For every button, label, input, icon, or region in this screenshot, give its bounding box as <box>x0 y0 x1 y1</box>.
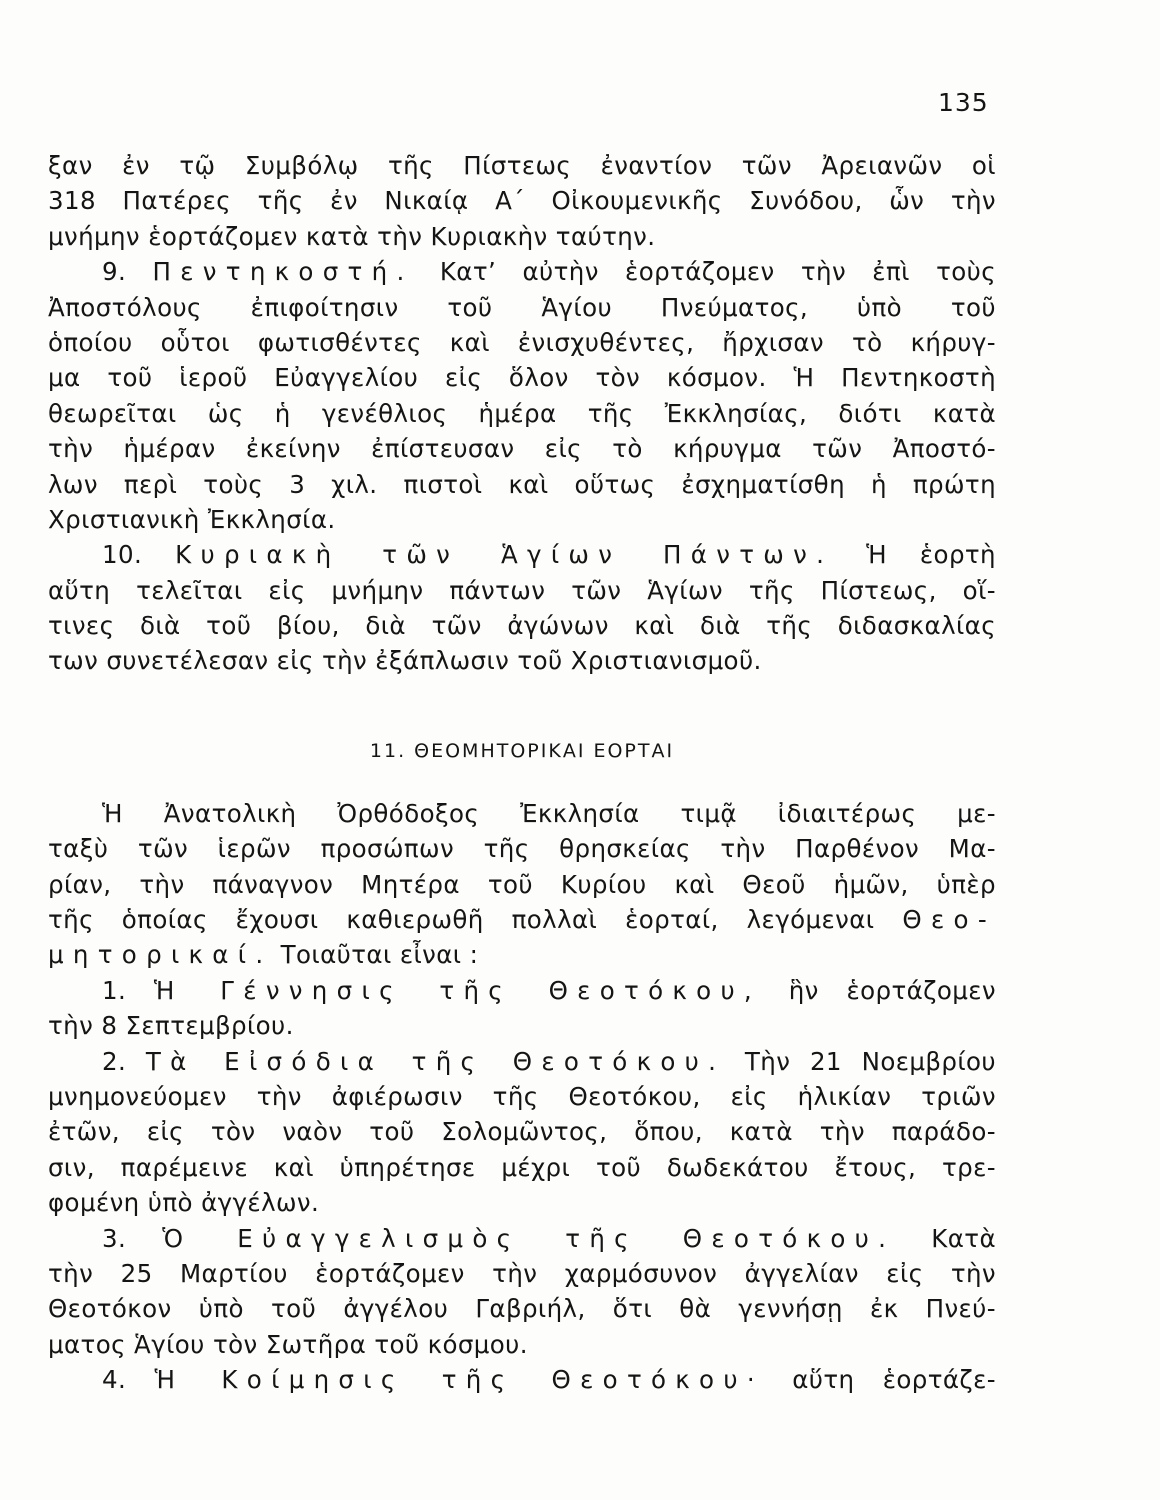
item-title: Τὰ Εἰσόδια τῆς Θεοτόκου. <box>145 1046 726 1076</box>
text-line: ρίαν, τὴν πάναγνον Μητέρα τοῦ Κυρίου καὶ Θεοῦ ἡμῶν, ὑπὲρ <box>48 869 996 899</box>
text-line: τὴν ἡμέραν ἐκείνην ἐπίστευσαν εἰς τὸ κήρυγμα τῶν Ἀποστό- <box>48 434 996 464</box>
text-line: Θεοτόκον ὑπὸ τοῦ ἀγγέλου Γαβριήλ, ὅτι θὰ γεννήσῃ ἐκ Πνεύ- <box>48 1294 996 1324</box>
text-line: τινες διὰ τοῦ βίου, διὰ τῶν ἀγώνων καὶ διὰ τῆς διδασκαλίας <box>48 611 996 641</box>
spaced-term: Θεο- <box>902 905 996 935</box>
text-line: 318 Πατέρες τῆς ἐν Νικαίᾳ Α΄ Οἰκουμενικῆς Συνόδου, ὧν τὴν <box>48 186 996 216</box>
text-fragment: Τοιαῦται εἶναι : <box>280 940 479 970</box>
page-number: 135 <box>938 88 989 117</box>
item-text: Κατὰ <box>931 1223 996 1253</box>
feast-1-first-line <box>48 973 996 1008</box>
text-line: λων περὶ τοὺς 3 χιλ. πιστοὶ καὶ οὕτως ἐσχηματίσθη ἡ πρώτη <box>48 469 996 499</box>
text-line <box>48 937 996 972</box>
item-number: 10. <box>102 540 143 570</box>
item-text: Ἡ ἑορτὴ <box>866 540 996 570</box>
text-line: ξαν ἐν τῷ Συμβόλῳ τῆς Πίστεως ἐναντίον τῶν Ἀρειανῶν οἱ <box>48 151 996 180</box>
item-text: ἣν ἑορτάζομεν <box>788 975 996 1005</box>
item-number: 1. <box>102 975 127 1005</box>
paragraph-9-first-line <box>48 254 996 289</box>
item-text: Κατ’ αὐτὴν ἑορτάζομεν τὴν ἐπὶ τοὺς <box>439 257 996 287</box>
text-line: ἐτῶν, εἰς τὸν ναὸν τοῦ Σολομῶντος, ὅπου, κατὰ τὴν παράδο- <box>48 1117 996 1147</box>
item-title: Ὁ Εὐαγγελισμὸς τῆς Θεοτόκου. <box>162 1223 896 1253</box>
item-title: Πεντηκοστή. <box>152 257 414 287</box>
text-line: τὴν 8 Σεπτεμβρίου. <box>48 1011 294 1041</box>
item-title: Ἡ Γέννησις τῆς Θεοτόκου, <box>153 975 762 1005</box>
item-title: Ἡ Κοίμησις τῆς Θεοτόκου· <box>154 1365 764 1395</box>
feast-4-first-line <box>48 1362 996 1397</box>
text-line: μνημονεύομεν τὴν ἀφιέρωσιν τῆς Θεοτόκου, εἰς ἡλικίαν τριῶν <box>48 1081 996 1111</box>
text-line: Χριστιανικὴ Ἐκκλησία. <box>48 504 336 534</box>
text-line: μνήμην ἑορτάζομεν κατὰ τὴν Κυριακὴν ταύτην. <box>48 221 656 251</box>
text-line: ταξὺ τῶν ἱερῶν προσώπων τῆς θρησκείας τὴν Παρθένον Μα- <box>48 834 996 864</box>
paragraph-10-first-line <box>48 537 996 572</box>
text-line: των συνετέλεσαν εἰς τὴν ἐξάπλωσιν τοῦ Χριστιανισμοῦ. <box>48 646 762 676</box>
spaced-term: μητορικαί. <box>48 940 273 970</box>
item-title: Κυριακὴ τῶν Ἁγίων Πάντων. <box>175 540 834 570</box>
item-text: αὕτη ἑορτάζε- <box>792 1365 996 1395</box>
text-line: φομένη ὑπὸ ἀγγέλων. <box>48 1188 320 1218</box>
item-number: 4. <box>102 1365 127 1395</box>
text-line: μα τοῦ ἱεροῦ Εὐαγγελίου εἰς ὅλον τὸν κόσμον. Ἡ Πεντηκοστὴ <box>48 363 996 393</box>
text-line: Ἡ Ἀνατολικὴ Ὀρθόδοξος Ἐκκλησία τιμᾷ ἰδιαιτέρως με- <box>102 798 996 828</box>
text-line: θεωρεῖται ὡς ἡ γενέθλιος ἡμέρα τῆς Ἐκκλησίας, διότι κατὰ <box>48 398 996 428</box>
item-text: Τὴν 21 Νοεμβρίου <box>744 1046 996 1076</box>
text-line: τὴν 25 Μαρτίου ἑορτάζομεν τὴν χαρμόσυνον ἀγγελίαν εἰς τὴν <box>48 1258 996 1288</box>
page-body <box>48 148 996 1398</box>
item-number: 9. <box>102 257 127 287</box>
text-line: ὁποίου οὗτοι φωτισθέντες καὶ ἐνισχυθέντες, ἤρχισαν τὸ κήρυγ- <box>48 327 996 357</box>
item-number: 3. <box>102 1223 127 1253</box>
text-line: αὕτη τελεῖται εἰς μνήμην πάντων τῶν Ἁγίων τῆς Πίστεως, οἵ- <box>48 575 996 605</box>
text-fragment: τῆς ὁποίας ἔχουσι καθιερωθῆ πολλαὶ ἑορταί, λεγόμεναι <box>48 905 875 935</box>
text-line: σιν, παρέμεινε καὶ ὑπηρέτησε μέχρι τοῦ δωδεκάτου ἔτους, τρε- <box>48 1152 996 1182</box>
section-heading: 11. ΘΕΟΜΗΤΟΡΙΚΑΙ ΕΟΡΤΑΙ <box>369 739 675 762</box>
feast-3-first-line <box>48 1221 996 1256</box>
feast-2-first-line <box>48 1044 996 1079</box>
item-number: 2. <box>102 1046 127 1076</box>
text-line <box>48 902 996 937</box>
text-line: Ἀποστόλους ἐπιφοίτησιν τοῦ Ἁγίου Πνεύματος, ὑπὸ τοῦ <box>48 292 996 322</box>
text-line: ματος Ἁγίου τὸν Σωτῆρα τοῦ κόσμου. <box>48 1329 528 1359</box>
